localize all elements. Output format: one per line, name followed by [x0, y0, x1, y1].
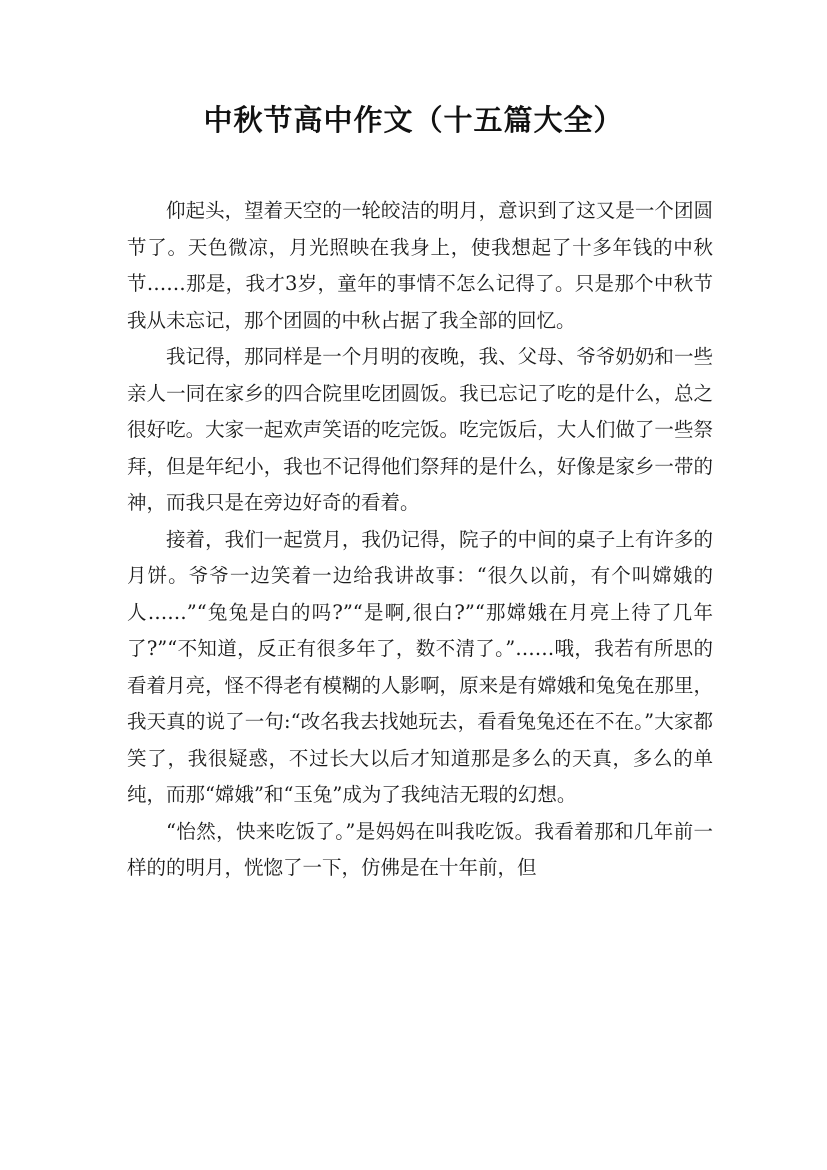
paragraph-3: 接着，我们一起赏月，我仍记得，院子的中间的桌子上有许多的月饼。爷爷一边笑着一边给我讲故事：“很久以前，有个叫嫦娥的人……”“兔兔是白的吗?”“是啊,很白?”“那嫦娥在月亮上待了几年了?”“不知道，反正有很多年了，数不清了。”……哦，我若有所思的看着月亮，怪不得老有模糊的人影啊，原来是有嫦娥和兔兔在那里，我天真的说了一句:“改名我去找她玩去，看看兔兔还在不在。”大家都笑了，我很疑惑，不过长大以后才知道那是多么的天真，多么的单纯，而那“嫦娥”和“玉兔”成为了我纯洁无瑕的幻想。: [127, 527, 713, 806]
paragraph-4: “怡然，快来吃饭了。”是妈妈在叫我吃饭。我看着那和几年前一样的的明月，恍惚了一下，仿佛是在十年前，但: [127, 819, 713, 879]
document-title: 中秋节高中作文（十五篇大全）: [203, 103, 624, 137]
paragraph-1: 仰起头，望着天空的一轮皎洁的明月，意识到了这又是一个团圆节了。天色微凉，月光照映在我身上，使我想起了十多年钱的中秋节……那是，我才3岁，童年的事情不怎么记得了。只是那个中秋节我从未忘记，那个团圆的中秋占据了我全部的回忆。: [127, 199, 713, 332]
paragraph-2: 我记得，那同样是一个月明的夜晚，我、父母、爷爷奶奶和一些亲人一同在家乡的四合院里吃团圆饭。我已忘记了吃的是什么，总之很好吃。大家一起欢声笑语的吃完饭。吃完饭后，大人们做了一些祭拜，但是年纪小，我也不记得他们祭拜的是什么，好像是家乡一带的神，而我只是在旁边好奇的看着。: [127, 345, 713, 514]
document-body: [127, 193, 713, 887]
